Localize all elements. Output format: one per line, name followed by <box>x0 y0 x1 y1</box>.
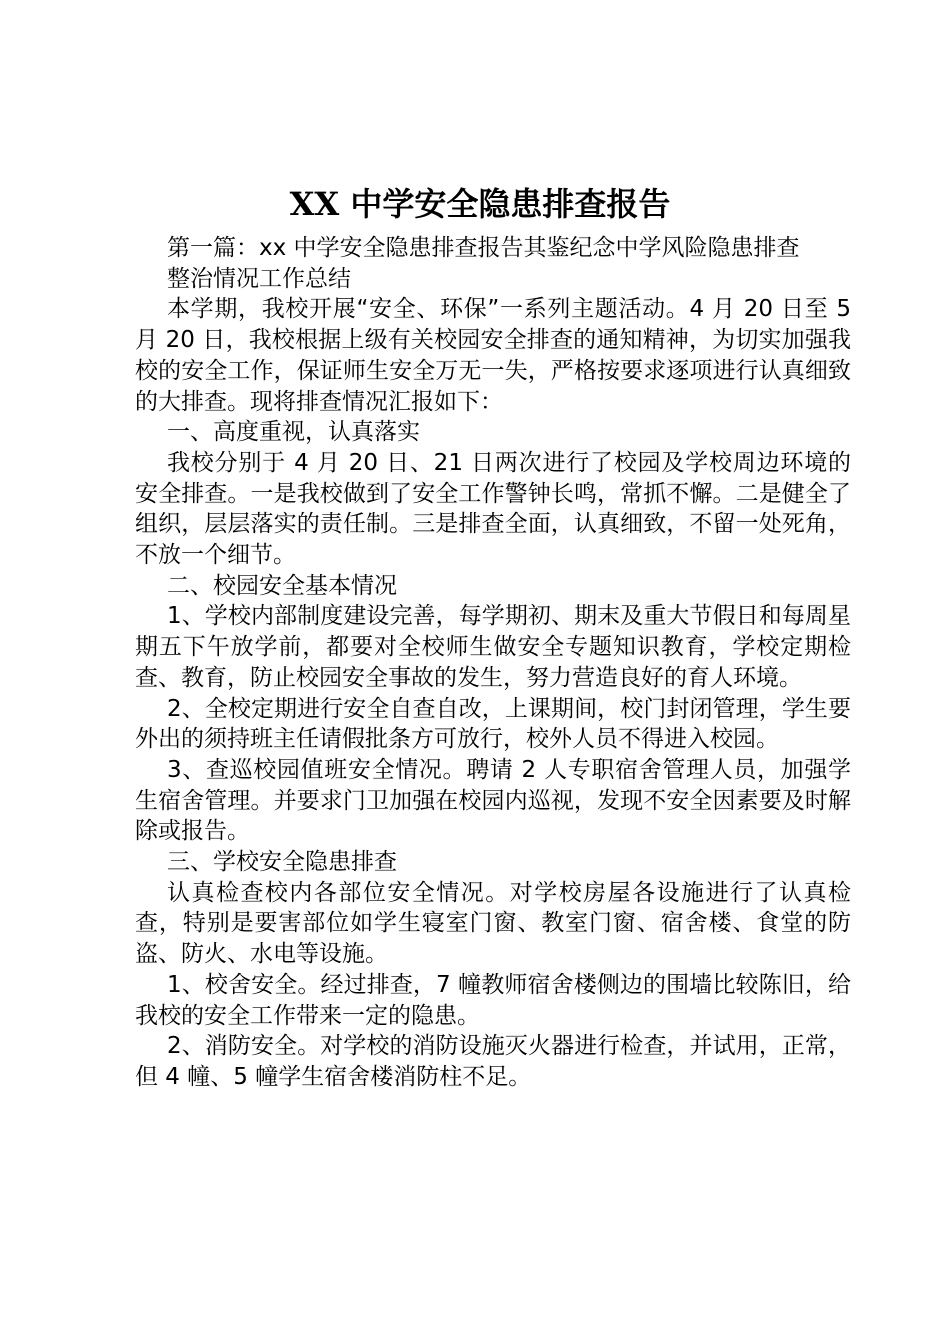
paragraph-intro: 本学期，我校开展“安全、环保”一系列主题活动。4 月 20 日至 5 月 20 日，我校根据上级有关校园安全排查的通知精神，为切实加强我校的安全工作，保证师生安全万无一失，严格按要求逐项进行认真细致的大排查。现将排查情况汇报如下： <box>135 296 851 415</box>
paragraph-facility-check: 认真检查校内各部位安全情况。对学校房屋各设施进行了认真检查，特别是要害部位如学生寝室门窗、教室门窗、宿舍楼、食堂的防盗、防火、水电等设施。 <box>135 879 851 968</box>
document-body <box>135 233 851 1093</box>
paragraph-item-2-fire: 2、消防安全。对学校的消防设施灭火器进行检查，并试用，正常，但 4 幢、5 幢学生宿舍楼消防柱不足。 <box>135 1033 851 1090</box>
section-heading-3: 三、学校安全隐患排查 <box>167 849 397 876</box>
paragraph-inspection-dates: 我校分别于 4 月 20 日、21 日两次进行了校园及学校周边环境的安全排查。一是我校做到了安全工作警钟长鸣，常抓不懈。二是健全了组织，层层落实的责任制。三是排查全面，认真细致，不留一处死角，不放一个细节。 <box>135 449 851 569</box>
paragraph-part-one-heading: 第一篇：xx 中学安全隐患排查报告其鉴纪念中学风险隐患排查 <box>167 235 800 261</box>
document-title: XX 中学安全隐患排查报告 <box>289 185 671 223</box>
paragraph-item-1-building: 1、校舍安全。经过排查，7 幢教师宿舍楼侧边的围墙比较陈旧，给我校的安全工作带来一定的隐患。 <box>135 971 851 1029</box>
paragraph-item-3-patrol: 3、查巡校园值班安全情况。聘请 2 人专职宿舍管理人员，加强学生宿舍管理。并要求门卫加强在校园内巡视，发现不安全因素要及时解除或报告。 <box>135 756 851 845</box>
paragraph-item-1-system: 1、学校内部制度建设完善，每学期初、期末及重大节假日和每周星期五下午放学前，都要对全校师生做安全专题知识教育，学校定期检查、教育，防止校园安全事故的发生，努力营造良好的育人环境。 <box>135 603 851 691</box>
section-heading-2: 二、校园安全基本情况 <box>167 572 397 599</box>
section-heading-1: 一、高度重视，认真落实 <box>167 419 420 446</box>
paragraph-summary-subtitle: 整治情况工作总结 <box>167 265 351 292</box>
paragraph-item-2-self-check: 2、全校定期进行安全自查自改，上课期间，校门封闭管理，学生要外出的须持班主任请假批条方可放行，校外人员不得进入校园。 <box>135 695 851 753</box>
